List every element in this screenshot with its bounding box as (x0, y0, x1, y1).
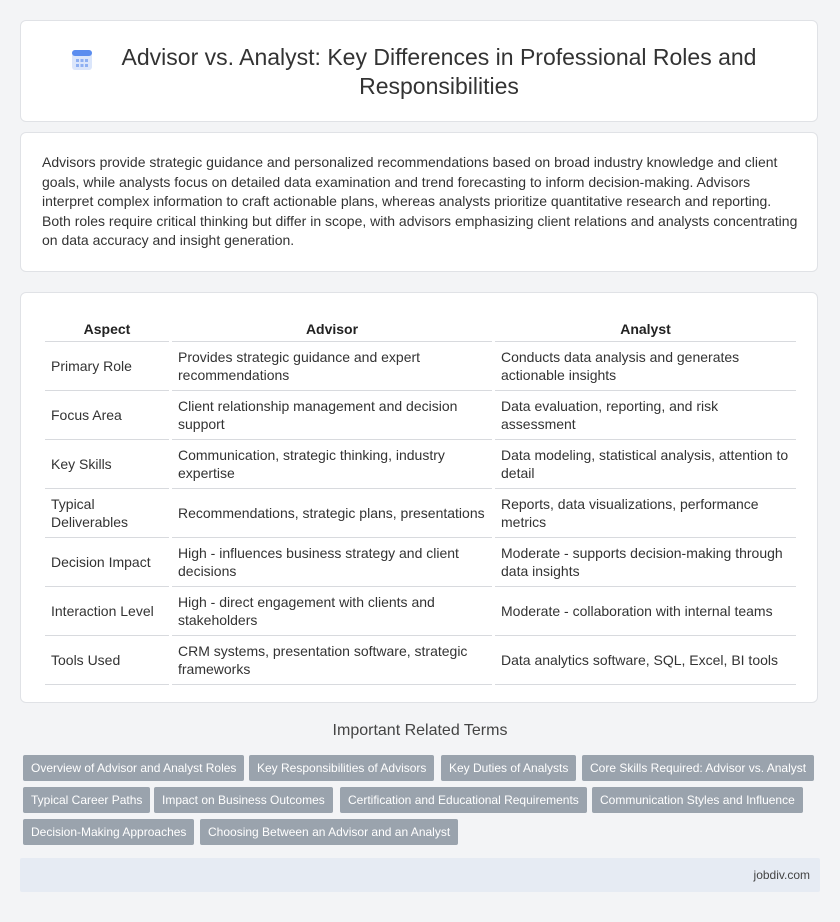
footer-site-link[interactable]: jobdiv.com (753, 868, 810, 882)
related-tag-link[interactable]: Overview of Advisor and Analyst Roles (23, 755, 244, 781)
table-row (45, 636, 796, 685)
intro-text: Advisors provide strategic guidance and personalized recommendations based on broad industry knowledge and client goals, while analysts focus on detailed data examination and trend forecasting to inform decision-making. Advisors interpret complex information to craft actionable plans, whereas analysts prioritize quantitative research and reporting. Both roles require critical thinking but differ in scope, with advisors emphasizing client relations and analysts concentrating on data accuracy and insight generation. (42, 154, 798, 249)
advisor-cell: Communication, strategic thinking, industry expertise (172, 440, 492, 489)
related-tag-link[interactable]: Core Skills Required: Advisor vs. Analyst (582, 755, 814, 781)
table-row (45, 391, 796, 440)
header-aspect: Aspect (45, 311, 169, 342)
related-tag-link[interactable]: Typical Career Paths (23, 787, 150, 813)
aspect-cell: Tools Used (45, 636, 169, 685)
table-row (45, 342, 796, 391)
title-wrap (21, 43, 817, 101)
related-tag-link[interactable]: Key Responsibilities of Advisors (249, 755, 434, 781)
aspect-cell: Typical Deliverables (45, 489, 169, 538)
analyst-cell: Data evaluation, reporting, and risk assessment (495, 391, 796, 440)
related-tag-link[interactable]: Key Duties of Analysts (441, 755, 576, 781)
aspect-cell: Decision Impact (45, 538, 169, 587)
analyst-cell: Reports, data visualizations, performance metrics (495, 489, 796, 538)
advisor-cell: Provides strategic guidance and expert recommendations (172, 342, 492, 391)
footer (20, 858, 820, 892)
document-icon (69, 47, 95, 73)
header-advisor: Advisor (172, 311, 492, 342)
analyst-cell: Data modeling, statistical analysis, attention to detail (495, 440, 796, 489)
header-card (20, 20, 818, 122)
related-terms-title: Important Related Terms (332, 722, 508, 739)
advisor-cell: High - influences business strategy and client decisions (172, 538, 492, 587)
comparison-table (42, 311, 799, 685)
table-row (45, 489, 796, 538)
related-tag-link[interactable]: Certification and Educational Requirements (340, 787, 587, 813)
related-tag-link[interactable]: Communication Styles and Influence (592, 787, 803, 813)
page-title: Advisor vs. Analyst: Key Differences in Professional Roles and Responsibilities (121, 44, 757, 99)
related-tag-link[interactable]: Decision-Making Approaches (23, 819, 194, 845)
analyst-cell: Data analytics software, SQL, Excel, BI tools (495, 636, 796, 685)
header-analyst: Analyst (495, 311, 796, 342)
related-tag-link[interactable]: Impact on Business Outcomes (154, 787, 333, 813)
aspect-cell: Interaction Level (45, 587, 169, 636)
advisor-cell: CRM systems, presentation software, strategic frameworks (172, 636, 492, 685)
related-tag-link[interactable]: Choosing Between an Advisor and an Analyst (200, 819, 458, 845)
table-row (45, 440, 796, 489)
analyst-cell: Moderate - collaboration with internal teams (495, 587, 796, 636)
advisor-cell: Client relationship management and decision support (172, 391, 492, 440)
intro-card (20, 132, 818, 272)
advisor-cell: Recommendations, strategic plans, presentations (172, 489, 492, 538)
advisor-cell: High - direct engagement with clients and stakeholders (172, 587, 492, 636)
table-row (45, 587, 796, 636)
table-row (45, 538, 796, 587)
table-header-row (45, 311, 796, 342)
aspect-cell: Focus Area (45, 391, 169, 440)
aspect-cell: Primary Role (45, 342, 169, 391)
analyst-cell: Moderate - supports decision-making through data insights (495, 538, 796, 587)
aspect-cell: Key Skills (45, 440, 169, 489)
comparison-table-card (20, 292, 818, 703)
analyst-cell: Conducts data analysis and generates actionable insights (495, 342, 796, 391)
